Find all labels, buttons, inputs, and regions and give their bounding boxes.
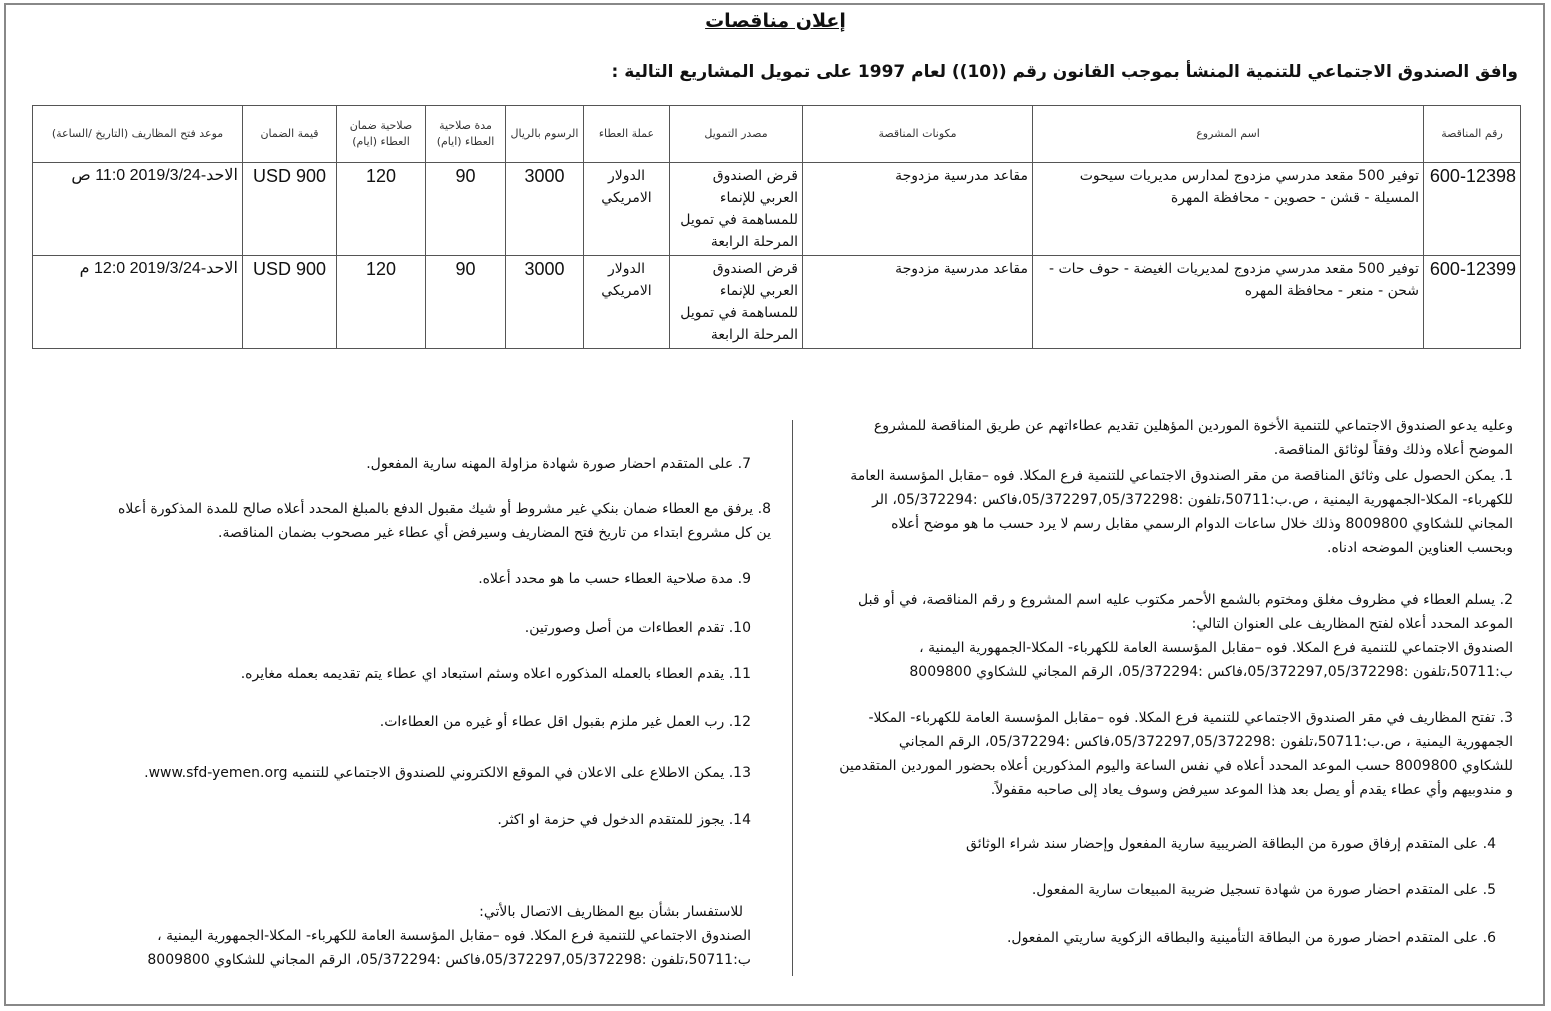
guarantee-value: USD 900 [243, 163, 337, 256]
components: مقاعد مدرسية مزدوجة [803, 163, 1033, 256]
funding-source: قرض الصندوق العربي للإنماء للمساهمة في تمويل المرحلة الرابعة [670, 163, 803, 256]
line: 5. على المتقدم احضار صورة من شهادة تسجيل ضريبة المبيعات سارية المفعول. [1031, 882, 1496, 898]
project-name: توفير 500 مقعد مدرسي مزدوج لمديريات الغيضة - حوف حات - شحن - منعر - محافظة المهره [1033, 256, 1424, 349]
currency: الدولار الامريكي [584, 163, 670, 256]
line: الصندوق الاجتماعي للتنمية فرع المكلا. فوه –مقابل المؤسسة العامة للكهرباء- المكلا-الجمهورية اليمنية ، [919, 640, 1513, 656]
condition-13 [144, 761, 751, 785]
line: 8. يرفق مع العطاء ضمان بنكي غير مشروط أو شيك مقبول الدفع بالمبلغ المحدد أعلاه صالح للمدة المذكورة أعلاه [118, 501, 771, 517]
guarantee-validity: 120 [337, 163, 426, 256]
line: الجمهورية اليمنية ، ص.ب:50711،تلفون :05/372297,05/372298،فاكس :05/372294، الرقم المجاني [898, 734, 1513, 750]
line: وبحسب العناوين الموضحه ادناه. [1327, 540, 1513, 556]
tender-number: 600-12399 [1424, 256, 1521, 349]
column-divider [792, 420, 793, 976]
intro-paragraph [874, 414, 1513, 462]
tenders-table [32, 105, 1521, 349]
website-line: 13. يمكن الاطلاع على الاعلان في الموقع الالكتروني للصندوق الاجتماعي للتنميه www.sfd-yemen.org. [144, 765, 751, 781]
header-guarantee-validity: صلاحية ضمان العطاء (ايام) [337, 106, 426, 163]
line: 2. يسلم العطاء في مظروف مغلق ومختوم بالشمع الأحمر مكتوب عليه اسم المشروع و رقم المناقصة، في أو قبل [858, 592, 1513, 608]
header-validity: مدة صلاحية العطاء (ايام) [426, 106, 506, 163]
condition-8 [118, 497, 771, 545]
page-title: إعلان مناقصات [705, 10, 846, 32]
contact-info [147, 900, 751, 972]
line: 4. على المتقدم إرفاق صورة من البطاقة الضريبية سارية المفعول وإحضار سند شراء الوثائق [966, 836, 1496, 852]
line: 11. يقدم العطاء بالعمله المذكوره اعلاه وسثم استبعاد اي عطاء يتم تقديمه بعمله مغايره. [240, 666, 751, 682]
condition-14 [497, 808, 751, 832]
condition-7 [366, 452, 751, 476]
header-opening: موعد فتح المظاريف (التاريخ /الساعة) [33, 106, 243, 163]
line: للشكاوي 8009800 حسب الموعد المحدد أعلاه في نفس الساعة واليوم المذكورين أعلاه بحضور الموردين المتقدمين [839, 758, 1513, 774]
guarantee-value: USD 900 [243, 256, 337, 349]
line: 3. تفتح المظاريف في مقر الصندوق الاجتماعي للتنمية فرع المكلا. فوه –مقابل المؤسسة العامة للكهرباء- المكلا- [868, 710, 1513, 726]
line: 1. يمكن الحصول على وثائق المناقصة من مقر الصندوق الاجتماعي للتنمية فرع المكلا. فوه –مقابل المؤسسة العامة [850, 468, 1513, 484]
opening-date: الاحد-2019/3/24 11:0 ص [33, 163, 243, 256]
condition-11 [241, 662, 751, 686]
line: 14. يجوز للمتقدم الدخول في حزمة او اكثر. [497, 812, 751, 828]
validity: 90 [426, 256, 506, 349]
line: 12. رب العمل غير ملزم بقبول اقل عطاء أو غيره من العطاءات. [379, 714, 751, 730]
line: و مندوبيهم وأي عطاء يقدم أو يصل بعد هذا الموعد سيرفض وسوف يعاد إلى صاحبه مقفولاً. [990, 782, 1513, 798]
header-guarantee-value: قيمة الضمان [243, 106, 337, 163]
fee: 3000 [506, 163, 584, 256]
validity: 90 [426, 163, 506, 256]
table-row [33, 163, 1521, 256]
line: للاستفسار بشأن بيع المظاريف الاتصال بالأتي: [479, 904, 743, 920]
line: للكهرباء- المكلا-الجمهورية اليمنية ، ص.ب:50711،تلفون :05/372297,05/372298،فاكس :05/372294، الر [872, 492, 1513, 508]
condition-5 [1032, 878, 1496, 902]
condition-10 [525, 616, 751, 640]
condition-9 [478, 567, 751, 591]
condition-12 [380, 710, 751, 734]
funding-source: قرض الصندوق العربي للإنماء للمساهمة في تمويل المرحلة الرابعة [670, 256, 803, 349]
line: 7. على المتقدم احضار صورة شهادة مزاولة المهنه سارية المفعول. [366, 456, 751, 472]
table-header-row [33, 106, 1521, 163]
line: 10. تقدم العطاءات من أصل وصورتين. [524, 620, 751, 636]
line: ين كل مشروع ابتداء من تاريخ فتح المضاريف وسيرفض أي عطاء غير مصحوب بضمان المناقصة. [218, 525, 771, 541]
line: ب:50711،تلفون :05/372297,05/372298،فاكس :05/372294، الرقم المجاني للشكاوي 8009800 [147, 952, 751, 968]
header-funding: مصدر التمويل [670, 106, 803, 163]
opening-date: الاحد-2019/3/24 12:0 م [33, 256, 243, 349]
subtitle: وافق الصندوق الاجتماعي للتنمية المنشأ بموجب القانون رقم ((10)) لعام 1997 على تمويل المشاريع التالية : [611, 62, 1518, 82]
tender-number: 600-12398 [1424, 163, 1521, 256]
project-name: توفير 500 مقعد مدرسي مزدوج لمدارس مديريات سيحوت المسيلة - قشن - حصوين - محافظة المهرة [1033, 163, 1424, 256]
header-currency: عملة العطاء [584, 106, 670, 163]
condition-4 [966, 832, 1496, 856]
line: وعليه يدعو الصندوق الاجتماعي للتنمية الأخوة الموردين المؤهلين تقديم عطاءاتهم عن طريق المناقصة للمشروع [873, 418, 1513, 434]
header-number: رقم المناقصة [1424, 106, 1521, 163]
line: الموعد المحدد أعلاه لفتح المظاريف على العنوان التالي: [1191, 616, 1513, 632]
currency: الدولار الامريكي [584, 256, 670, 349]
table-row [33, 256, 1521, 349]
line: المجاني للشكاوي 8009800 وذلك خلال ساعات الدوام الرسمي مقابل رسم لا يرد حسب ما هو موضح أعلاه [891, 516, 1513, 532]
header-components: مكونات المناقصة [803, 106, 1033, 163]
fee: 3000 [506, 256, 584, 349]
line: 6. على المتقدم احضار صورة من البطاقة التأمينية والبطاقه الزكوية ساريتي المفعول. [1006, 930, 1496, 946]
guarantee-validity: 120 [337, 256, 426, 349]
line: ب:50711،تلفون :05/372297,05/372298،فاكس :05/372294، الرقم المجاني للشكاوي 8009800 [909, 664, 1513, 680]
line: الموضح أعلاه وذلك وفقاً لوثائق المناقصة. [1273, 442, 1513, 458]
condition-2 [858, 588, 1513, 684]
components: مقاعد مدرسية مزدوجة [803, 256, 1033, 349]
header-project: اسم المشروع [1033, 106, 1424, 163]
line: 9. مدة صلاحية العطاء حسب ما هو محدد أعلاه. [478, 571, 751, 587]
condition-3 [839, 706, 1513, 802]
condition-6 [1007, 926, 1496, 950]
condition-1 [850, 464, 1513, 560]
line: الصندوق الاجتماعي للتنمية فرع المكلا. فوه –مقابل المؤسسة العامة للكهرباء- المكلا-الجمهورية اليمنية ، [157, 928, 751, 944]
header-fee: الرسوم بالريال [506, 106, 584, 163]
